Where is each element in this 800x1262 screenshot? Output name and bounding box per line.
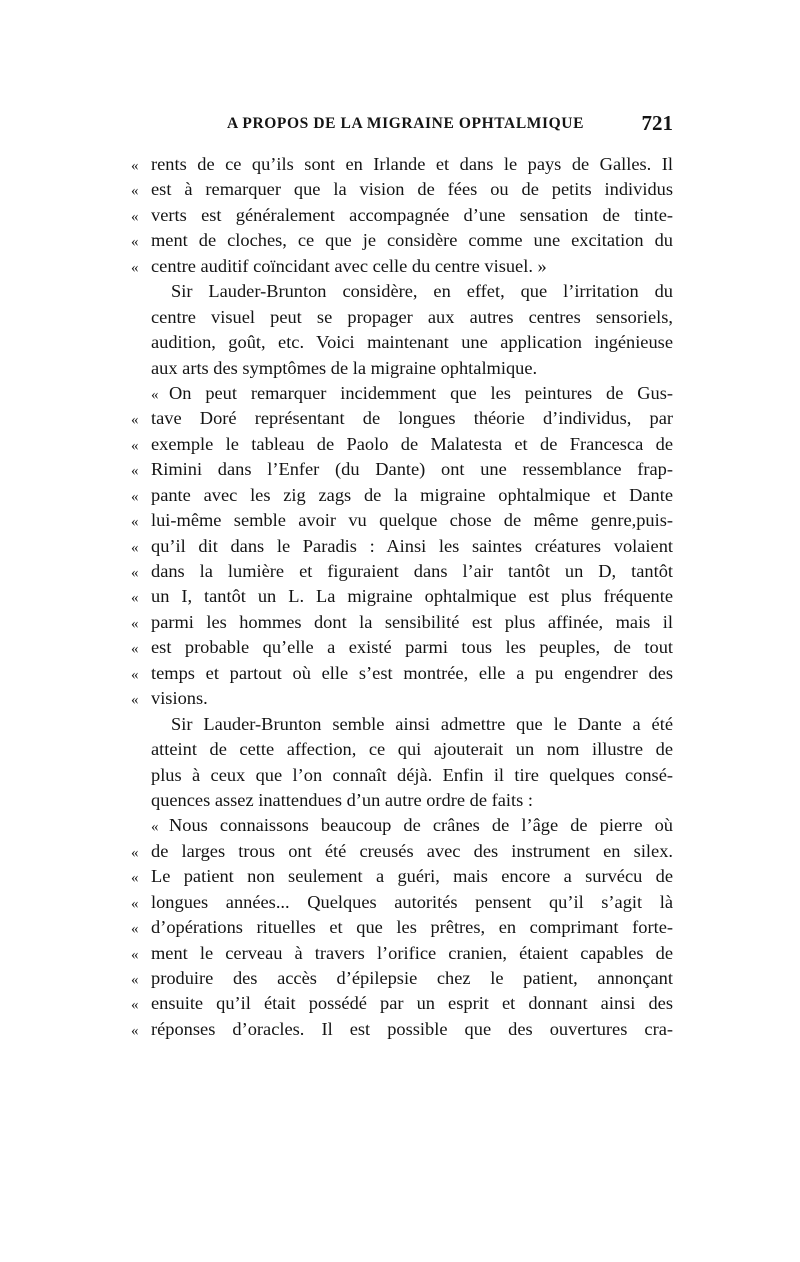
text-line bbox=[131, 712, 673, 737]
quote-mark: « bbox=[131, 158, 139, 174]
quote-mark: « bbox=[131, 565, 139, 581]
running-head bbox=[131, 111, 673, 141]
quote-mark: « bbox=[131, 463, 139, 480]
quote-mark: « bbox=[131, 234, 139, 251]
line-text: pante avec les zig zags de la migraine ophtalmique et Dante bbox=[151, 484, 673, 505]
line-text: temps et partout où elle s’est montrée, elle a pu engendrer des bbox=[151, 662, 673, 683]
text-line bbox=[131, 534, 673, 559]
text-line bbox=[131, 864, 673, 889]
line-text: ment de cloches, ce que je considère comme une excitation du bbox=[151, 230, 673, 251]
text-line bbox=[131, 991, 673, 1016]
text-line bbox=[131, 559, 673, 584]
text-line bbox=[131, 966, 673, 991]
text-line bbox=[131, 203, 673, 228]
line-text: On peut remarquer incidemment que les peintures de Gus- bbox=[169, 382, 673, 403]
line-text: dans la lumière et figuraient dans l’air tantôt un D, tantôt bbox=[151, 561, 673, 581]
line-text: parmi les hommes dont la sensibilité est plus affinée, mais il bbox=[151, 611, 673, 632]
quote-mark: « bbox=[131, 208, 139, 225]
text-line bbox=[131, 483, 673, 508]
line-text: réponses d’oracles. Il est possible que des ouvertures cra- bbox=[151, 1018, 673, 1039]
line-text: rents de ce qu’ils sont en Irlande et dans le pays de Galles. Il bbox=[151, 154, 673, 174]
text-line bbox=[131, 406, 673, 431]
quote-mark: « bbox=[131, 488, 139, 505]
line-text: exemple le tableau de Paolo de Malatesta et de Francesca de bbox=[151, 433, 673, 454]
text-line bbox=[131, 228, 673, 253]
line-text: plus à ceux que l’on connaît déjà. Enfin il tire quelques consé- bbox=[151, 764, 673, 785]
quote-mark: « bbox=[131, 1022, 139, 1039]
text-line bbox=[131, 254, 673, 279]
quote-mark: « bbox=[131, 259, 139, 276]
line-text: Le patient non seulement a guéri, mais encore a survécu de bbox=[151, 866, 673, 887]
line-text: de larges trous ont été creusés avec des instrument en silex. bbox=[151, 840, 673, 861]
quote-mark: « bbox=[131, 183, 139, 200]
line-text: centre auditif coïncidant avec celle du centre visuel. » bbox=[151, 255, 547, 276]
line-text: lui-même semble avoir vu quelque chose de même genre,puis- bbox=[151, 510, 673, 531]
text-line bbox=[131, 686, 673, 711]
text-line bbox=[131, 305, 673, 330]
text-line bbox=[131, 635, 673, 660]
text-line bbox=[131, 610, 673, 635]
line-text: longues années... Quelques autorités pensent qu’il s’agit là bbox=[151, 891, 673, 912]
line-text: d’opérations rituelles et que les prêtres, en comprimant forte- bbox=[151, 917, 673, 938]
line-text: Sir Lauder-Brunton semble ainsi admettre que le Dante a été bbox=[171, 713, 673, 734]
quote-mark: « bbox=[131, 870, 139, 887]
text-line bbox=[131, 177, 673, 202]
running-head-title: A PROPOS DE LA MIGRAINE OPHTALMIQUE bbox=[227, 115, 585, 132]
text-line bbox=[131, 584, 673, 609]
text-line bbox=[131, 763, 673, 788]
text-line bbox=[131, 813, 673, 838]
quote-mark: « bbox=[131, 641, 139, 658]
quote-mark: « bbox=[131, 997, 139, 1014]
text-line bbox=[131, 890, 673, 915]
text-line bbox=[131, 279, 673, 304]
text-line bbox=[131, 941, 673, 966]
text-line bbox=[131, 788, 673, 813]
line-text: Rimini dans l’Enfer (du Dante) ont une ressemblance frap- bbox=[151, 459, 673, 480]
text-line bbox=[131, 457, 673, 482]
line-text: ensuite qu’il était possédé par un esprit et donnant ainsi des bbox=[151, 993, 673, 1014]
line-text: est probable qu’elle a existé parmi tous les peuples, de tout bbox=[151, 637, 673, 658]
quote-mark: « bbox=[131, 412, 139, 429]
text-line bbox=[131, 381, 673, 406]
text-line bbox=[131, 152, 673, 177]
line-text: Sir Lauder-Brunton considère, en effet, que l’irritation du bbox=[171, 281, 673, 302]
quote-mark: « bbox=[131, 437, 139, 454]
line-text: aux arts des symptômes de la migraine ophtalmique. bbox=[151, 357, 538, 378]
text-line bbox=[131, 839, 673, 864]
quote-mark: « bbox=[131, 844, 139, 861]
quote-mark: « bbox=[131, 921, 139, 938]
line-text: quences assez inattendues d’un autre ordre de faits : bbox=[151, 789, 533, 810]
text-line bbox=[131, 330, 673, 355]
body-text bbox=[131, 152, 673, 1042]
text-line bbox=[131, 915, 673, 940]
line-text: un I, tantôt un L. La migraine ophtalmique est plus fréquente bbox=[151, 586, 673, 607]
line-text: visions. bbox=[151, 688, 208, 709]
text-line bbox=[131, 1017, 673, 1042]
text-line bbox=[131, 737, 673, 762]
line-text: atteint de cette affection, ce qui ajouterait un nom illustre de bbox=[151, 739, 673, 760]
quote-mark: « bbox=[131, 539, 139, 556]
line-text: tave Doré représentant de longues théorie d’individus, par bbox=[151, 408, 673, 429]
quote-mark: « bbox=[131, 946, 139, 963]
quote-mark: « bbox=[131, 972, 139, 988]
line-text: est à remarquer que la vision de fées ou de petits individus bbox=[151, 179, 673, 200]
line-text: centre visuel peut se propager aux autres centres sensoriels, bbox=[151, 306, 673, 327]
quote-mark: « bbox=[151, 386, 159, 403]
line-text: ment le cerveau à travers l’orifice cranien, étaient capables de bbox=[151, 942, 673, 963]
line-text: Nous connaissons beaucoup de crânes de l’âge de pierre où bbox=[169, 815, 673, 836]
quote-mark: « bbox=[131, 692, 139, 709]
quote-mark: « bbox=[131, 590, 139, 607]
quote-mark: « bbox=[131, 615, 139, 632]
line-text: verts est généralement accompagnée d’une sensation de tinte- bbox=[151, 204, 673, 225]
quote-mark: « bbox=[131, 895, 139, 912]
quote-mark: « bbox=[151, 819, 159, 836]
line-text: audition, goût, etc. Voici maintenant une application ingénieuse bbox=[151, 332, 673, 353]
text-line bbox=[131, 661, 673, 686]
text-line bbox=[131, 432, 673, 457]
page-number: 721 bbox=[641, 111, 673, 135]
line-text: qu’il dit dans le Paradis : Ainsi les saintes créatures volaient bbox=[151, 535, 673, 556]
text-line bbox=[131, 356, 673, 381]
text-line bbox=[131, 508, 673, 533]
quote-mark: « bbox=[131, 514, 139, 531]
quote-mark: « bbox=[131, 666, 139, 683]
line-text: produire des accès d’épilepsie chez le patient, annonçant bbox=[151, 968, 673, 988]
